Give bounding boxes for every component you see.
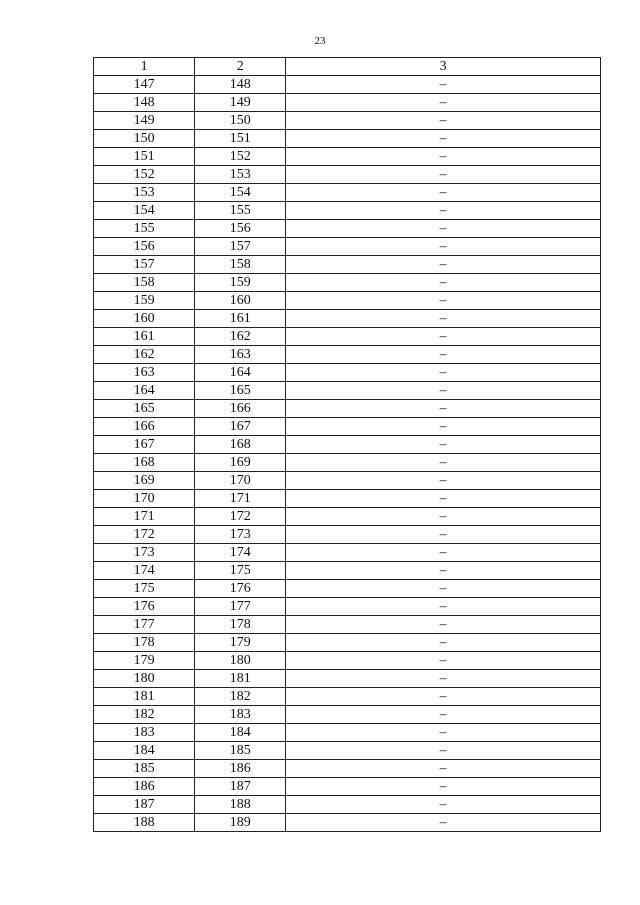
table-cell-col-2: 154 bbox=[195, 184, 286, 202]
table-cell-col-1: 176 bbox=[94, 598, 195, 616]
table-row bbox=[94, 598, 601, 616]
table-cell-col-1: 171 bbox=[94, 508, 195, 526]
table-cell-col-3: – bbox=[286, 778, 601, 796]
table-cell-col-1: 167 bbox=[94, 436, 195, 454]
table-cell-col-2: 179 bbox=[195, 634, 286, 652]
table-cell-col-1: 175 bbox=[94, 580, 195, 598]
table-cell-col-3: – bbox=[286, 220, 601, 238]
table-row bbox=[94, 526, 601, 544]
table-cell-col-3: – bbox=[286, 166, 601, 184]
table-cell-col-3: – bbox=[286, 724, 601, 742]
table-cell-col-3: – bbox=[286, 742, 601, 760]
table-row bbox=[94, 130, 601, 148]
table-cell-col-2: 171 bbox=[195, 490, 286, 508]
table-cell-col-3: – bbox=[286, 238, 601, 256]
table-cell-col-1: 155 bbox=[94, 220, 195, 238]
table-row bbox=[94, 382, 601, 400]
table-row bbox=[94, 706, 601, 724]
table-cell-col-3: – bbox=[286, 256, 601, 274]
table-cell-col-1: 159 bbox=[94, 292, 195, 310]
table-row bbox=[94, 112, 601, 130]
table-row bbox=[94, 310, 601, 328]
table-row bbox=[94, 454, 601, 472]
table-cell-col-3: – bbox=[286, 184, 601, 202]
table-cell-col-3: – bbox=[286, 688, 601, 706]
table-row bbox=[94, 796, 601, 814]
table-row bbox=[94, 166, 601, 184]
table-cell-col-1: 184 bbox=[94, 742, 195, 760]
table-cell-col-2: 166 bbox=[195, 400, 286, 418]
table-cell-col-3: – bbox=[286, 814, 601, 832]
table-cell-col-2: 150 bbox=[195, 112, 286, 130]
table-cell-col-3: – bbox=[286, 616, 601, 634]
table-cell-col-3: – bbox=[286, 472, 601, 490]
table-row bbox=[94, 634, 601, 652]
table-cell-col-1: 169 bbox=[94, 472, 195, 490]
table-cell-col-2: 183 bbox=[195, 706, 286, 724]
table-cell-col-2: 185 bbox=[195, 742, 286, 760]
table-cell-col-3: – bbox=[286, 652, 601, 670]
table-row bbox=[94, 544, 601, 562]
table-row bbox=[94, 148, 601, 166]
table-cell-col-1: 188 bbox=[94, 814, 195, 832]
table-cell-col-1: 183 bbox=[94, 724, 195, 742]
table-cell-col-3: – bbox=[286, 544, 601, 562]
table-cell-col-1: 150 bbox=[94, 130, 195, 148]
table-cell-col-2: 186 bbox=[195, 760, 286, 778]
table-row bbox=[94, 184, 601, 202]
table-cell-col-2: 188 bbox=[195, 796, 286, 814]
table-cell-col-2: 157 bbox=[195, 238, 286, 256]
table-cell-col-1: 182 bbox=[94, 706, 195, 724]
table-cell-col-3: – bbox=[286, 418, 601, 436]
table-cell-col-1: 174 bbox=[94, 562, 195, 580]
table-row bbox=[94, 76, 601, 94]
table-cell-col-2: 181 bbox=[195, 670, 286, 688]
table-row bbox=[94, 94, 601, 112]
table-cell-col-2: 155 bbox=[195, 202, 286, 220]
table-cell-col-1: 170 bbox=[94, 490, 195, 508]
table-cell-col-2: 177 bbox=[195, 598, 286, 616]
table-cell-col-1: 152 bbox=[94, 166, 195, 184]
table-cell-col-1: 148 bbox=[94, 94, 195, 112]
table-cell-col-1: 166 bbox=[94, 418, 195, 436]
table-cell-col-1: 157 bbox=[94, 256, 195, 274]
table-row bbox=[94, 364, 601, 382]
table-row bbox=[94, 346, 601, 364]
table-cell-col-2: 148 bbox=[195, 76, 286, 94]
table-row bbox=[94, 400, 601, 418]
table-cell-col-3: – bbox=[286, 706, 601, 724]
table-cell-col-2: 152 bbox=[195, 148, 286, 166]
table-cell-col-2: 187 bbox=[195, 778, 286, 796]
table-cell-col-2: 172 bbox=[195, 508, 286, 526]
table-cell-col-2: 161 bbox=[195, 310, 286, 328]
table-cell-col-2: 174 bbox=[195, 544, 286, 562]
table-row bbox=[94, 256, 601, 274]
table-cell-col-3: – bbox=[286, 382, 601, 400]
table-cell-col-2: 169 bbox=[195, 454, 286, 472]
table-cell-col-3: – bbox=[286, 328, 601, 346]
table-cell-col-2: 158 bbox=[195, 256, 286, 274]
table-cell-col-3: – bbox=[286, 634, 601, 652]
table-cell-col-1: 181 bbox=[94, 688, 195, 706]
table-row bbox=[94, 328, 601, 346]
table-row bbox=[94, 652, 601, 670]
table-cell-col-3: – bbox=[286, 796, 601, 814]
table-cell-col-1: 179 bbox=[94, 652, 195, 670]
table-cell-col-1: 163 bbox=[94, 364, 195, 382]
table-row bbox=[94, 436, 601, 454]
page-number: 23 bbox=[314, 35, 326, 47]
table-cell-col-1: 178 bbox=[94, 634, 195, 652]
table-cell-col-2: 165 bbox=[195, 382, 286, 400]
table-cell-col-1: 186 bbox=[94, 778, 195, 796]
table-cell-col-2: 167 bbox=[195, 418, 286, 436]
table-cell-col-3: – bbox=[286, 562, 601, 580]
table-row bbox=[94, 490, 601, 508]
table-cell-col-2: 182 bbox=[195, 688, 286, 706]
table-row bbox=[94, 274, 601, 292]
table-cell-col-1: 185 bbox=[94, 760, 195, 778]
table-cell-col-3: – bbox=[286, 364, 601, 382]
table-cell-col-1: 158 bbox=[94, 274, 195, 292]
table-cell-col-1: 151 bbox=[94, 148, 195, 166]
table-body bbox=[94, 76, 601, 832]
table-row bbox=[94, 202, 601, 220]
table-row bbox=[94, 418, 601, 436]
table-cell-col-1: 154 bbox=[94, 202, 195, 220]
table-cell-col-3: – bbox=[286, 526, 601, 544]
table-cell-col-2: 178 bbox=[195, 616, 286, 634]
table-row bbox=[94, 688, 601, 706]
table-cell-col-2: 180 bbox=[195, 652, 286, 670]
table-cell-col-2: 184 bbox=[195, 724, 286, 742]
column-header-3: 3 bbox=[286, 58, 601, 76]
table-cell-col-1: 180 bbox=[94, 670, 195, 688]
table-cell-col-1: 156 bbox=[94, 238, 195, 256]
table-cell-col-3: – bbox=[286, 598, 601, 616]
table-row bbox=[94, 292, 601, 310]
table-cell-col-1: 187 bbox=[94, 796, 195, 814]
table-cell-col-3: – bbox=[286, 202, 601, 220]
table-cell-col-2: 156 bbox=[195, 220, 286, 238]
table-row bbox=[94, 580, 601, 598]
table-cell-col-3: – bbox=[286, 112, 601, 130]
table-header-row bbox=[94, 58, 601, 76]
table-cell-col-3: – bbox=[286, 760, 601, 778]
table-cell-col-2: 159 bbox=[195, 274, 286, 292]
column-header-2: 2 bbox=[195, 58, 286, 76]
table-cell-col-3: – bbox=[286, 490, 601, 508]
table-cell-col-2: 170 bbox=[195, 472, 286, 490]
table-cell-col-2: 151 bbox=[195, 130, 286, 148]
table-cell-col-3: – bbox=[286, 346, 601, 364]
table-cell-col-2: 160 bbox=[195, 292, 286, 310]
table-cell-col-3: – bbox=[286, 292, 601, 310]
table-cell-col-1: 161 bbox=[94, 328, 195, 346]
table-cell-col-2: 176 bbox=[195, 580, 286, 598]
table-cell-col-1: 149 bbox=[94, 112, 195, 130]
table-cell-col-2: 153 bbox=[195, 166, 286, 184]
table-row bbox=[94, 508, 601, 526]
table-row bbox=[94, 562, 601, 580]
table-cell-col-2: 189 bbox=[195, 814, 286, 832]
table-cell-col-3: – bbox=[286, 400, 601, 418]
table-row bbox=[94, 616, 601, 634]
table-cell-col-1: 153 bbox=[94, 184, 195, 202]
table-cell-col-1: 164 bbox=[94, 382, 195, 400]
table-row bbox=[94, 220, 601, 238]
table-cell-col-2: 163 bbox=[195, 346, 286, 364]
table-cell-col-1: 172 bbox=[94, 526, 195, 544]
table-cell-col-3: – bbox=[286, 76, 601, 94]
table-cell-col-1: 168 bbox=[94, 454, 195, 472]
table-cell-col-3: – bbox=[286, 454, 601, 472]
table-row bbox=[94, 724, 601, 742]
table-cell-col-1: 162 bbox=[94, 346, 195, 364]
column-header-1: 1 bbox=[94, 58, 195, 76]
table-cell-col-3: – bbox=[286, 148, 601, 166]
table-row bbox=[94, 742, 601, 760]
table-cell-col-2: 162 bbox=[195, 328, 286, 346]
table-row bbox=[94, 238, 601, 256]
table-cell-col-3: – bbox=[286, 310, 601, 328]
table-cell-col-3: – bbox=[286, 508, 601, 526]
table-cell-col-2: 175 bbox=[195, 562, 286, 580]
table-cell-col-2: 149 bbox=[195, 94, 286, 112]
table-cell-col-3: – bbox=[286, 130, 601, 148]
table-cell-col-3: – bbox=[286, 670, 601, 688]
table-cell-col-2: 164 bbox=[195, 364, 286, 382]
table-cell-col-3: – bbox=[286, 94, 601, 112]
table-cell-col-1: 177 bbox=[94, 616, 195, 634]
table-row bbox=[94, 760, 601, 778]
table-cell-col-1: 160 bbox=[94, 310, 195, 328]
table-cell-col-2: 173 bbox=[195, 526, 286, 544]
table-row bbox=[94, 778, 601, 796]
table-cell-col-2: 168 bbox=[195, 436, 286, 454]
table-cell-col-1: 173 bbox=[94, 544, 195, 562]
table-row bbox=[94, 670, 601, 688]
table-cell-col-1: 165 bbox=[94, 400, 195, 418]
table-row bbox=[94, 472, 601, 490]
table-row bbox=[94, 814, 601, 832]
table-cell-col-1: 147 bbox=[94, 76, 195, 94]
table-cell-col-3: – bbox=[286, 274, 601, 292]
data-table bbox=[93, 57, 601, 832]
table-cell-col-3: – bbox=[286, 580, 601, 598]
table-cell-col-3: – bbox=[286, 436, 601, 454]
